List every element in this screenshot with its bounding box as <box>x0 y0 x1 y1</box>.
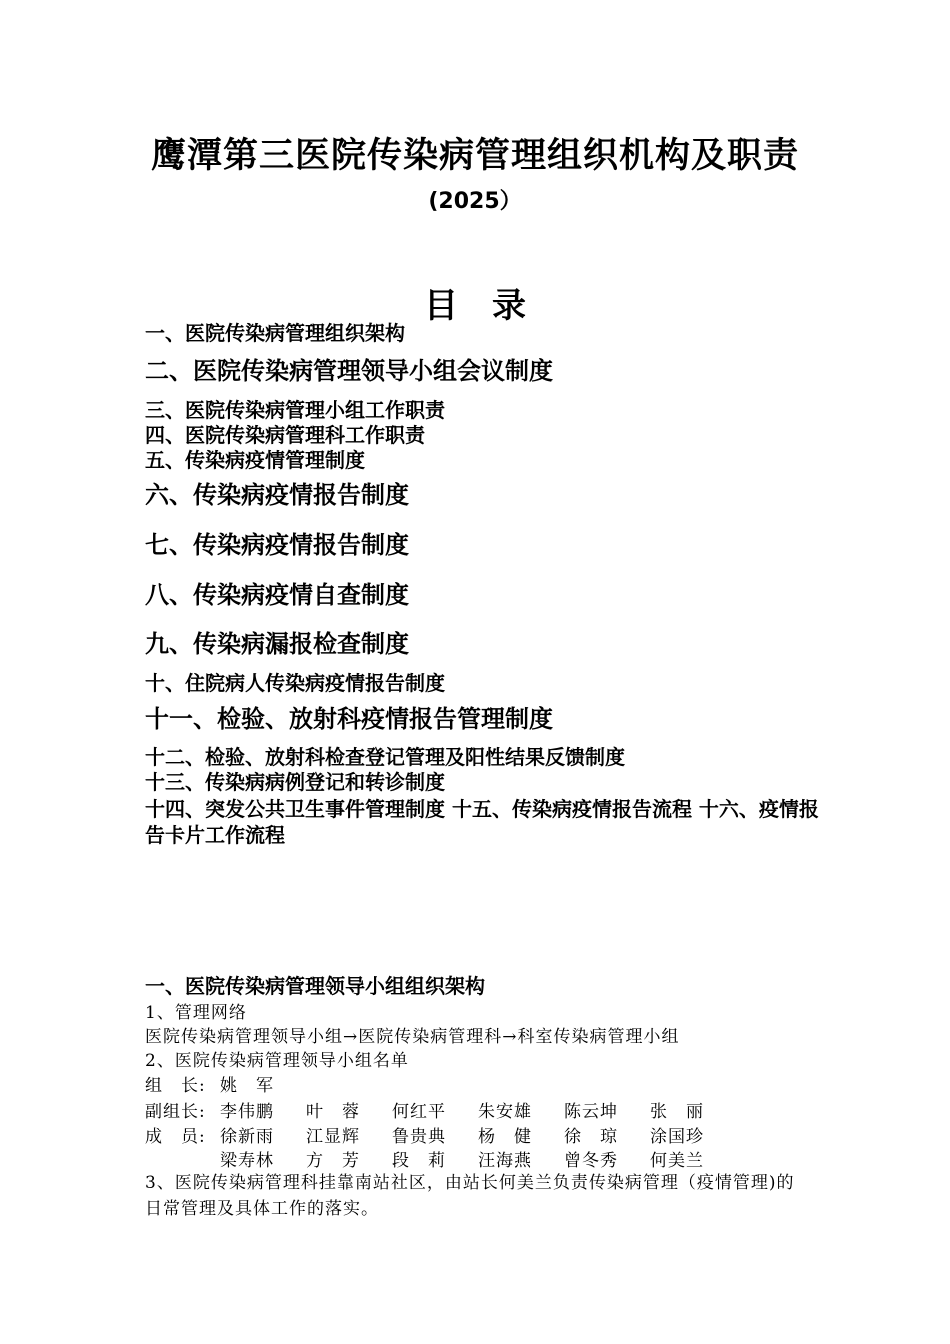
toc-item-3: 三、医院传染病管理小组工作职责 <box>145 398 445 422</box>
roster-name: 姚 军 <box>220 1076 274 1096</box>
management-network-text: 医院传染病管理领导小组→医院传染病管理科→科室传染病管理小组 <box>145 1027 680 1047</box>
roster-name: 江显辉 <box>306 1127 360 1147</box>
roster-name: 方 芳 <box>306 1151 360 1171</box>
management-network-title: 1、管理网络 <box>145 1003 247 1023</box>
page-subtitle: (2025） <box>428 189 522 214</box>
member-label: 成 员: <box>145 1127 206 1147</box>
toc-item-4: 四、医院传染病管理科工作职责 <box>145 423 425 447</box>
roster-name: 徐新雨 <box>220 1127 274 1147</box>
toc-item-13: 十三、传染病病例登记和转诊制度 <box>145 770 445 794</box>
toc-item-6: 六、传染病疫情报告制度 <box>145 480 409 509</box>
deputy-names <box>220 1097 736 1122</box>
toc-item-11: 十一、检验、放射科疫情报告管理制度 <box>145 704 553 733</box>
member-names-row2 <box>220 1146 736 1171</box>
roster-name: 叶 蓉 <box>306 1102 360 1122</box>
roster-name: 杨 健 <box>478 1127 532 1147</box>
roster-name: 何红平 <box>392 1102 446 1122</box>
toc-item-8: 八、传染病疫情自查制度 <box>145 580 409 609</box>
toc-item-9: 九、传染病漏报检查制度 <box>145 629 409 658</box>
roster-name: 陈云坤 <box>564 1102 618 1122</box>
roster-name: 曾冬秀 <box>564 1151 618 1171</box>
roster-name: 涂国珍 <box>650 1127 704 1147</box>
roster-name: 李伟鹏 <box>220 1102 274 1122</box>
roster-name: 鲁贵典 <box>392 1127 446 1147</box>
roster-name: 梁寿林 <box>220 1151 274 1171</box>
toc-item-10: 十、住院病人传染病疫情报告制度 <box>145 671 445 695</box>
section-heading: 一、医院传染病管理领导小组组织架构 <box>145 974 485 998</box>
roster-name: 张 丽 <box>650 1102 704 1122</box>
member-names-row1 <box>220 1122 736 1147</box>
toc-heading: 目 录 <box>424 286 526 326</box>
leader-names <box>220 1071 306 1096</box>
toc-item-2: 二、医院传染病管理领导小组会议制度 <box>145 356 553 385</box>
page-title: 鹰潭第三医院传染病管理组织机构及职责 <box>150 135 799 176</box>
toc-item-14: 十四、突发公共卫生事件管理制度 十五、传染病疫情报告流程 十六、疫情报告卡片工作流程 <box>145 797 819 847</box>
deputy-label: 副组长: <box>145 1102 206 1122</box>
leader-label: 组 长: <box>145 1076 206 1096</box>
roster-name: 段 莉 <box>392 1151 446 1171</box>
roster-name: 徐 琼 <box>564 1127 618 1147</box>
roster-name: 何美兰 <box>650 1151 704 1171</box>
roster-name: 朱安雄 <box>478 1102 532 1122</box>
roster-name: 汪海燕 <box>478 1151 532 1171</box>
department-note: 3、医院传染病管理科挂靠南站社区，由站长何美兰负责传染病管理（疫情管理)的日常管理及具体工作的落实。 <box>145 1173 795 1219</box>
toc-item-12: 十二、检验、放射科检查登记管理及阳性结果反馈制度 <box>145 745 625 769</box>
toc-item-7: 七、传染病疫情报告制度 <box>145 530 409 559</box>
toc-item-5: 五、传染病疫情管理制度 <box>145 448 365 472</box>
leadership-list-title: 2、医院传染病管理领导小组名单 <box>145 1051 409 1071</box>
toc-item-1: 一、医院传染病管理组织架构 <box>145 321 405 345</box>
